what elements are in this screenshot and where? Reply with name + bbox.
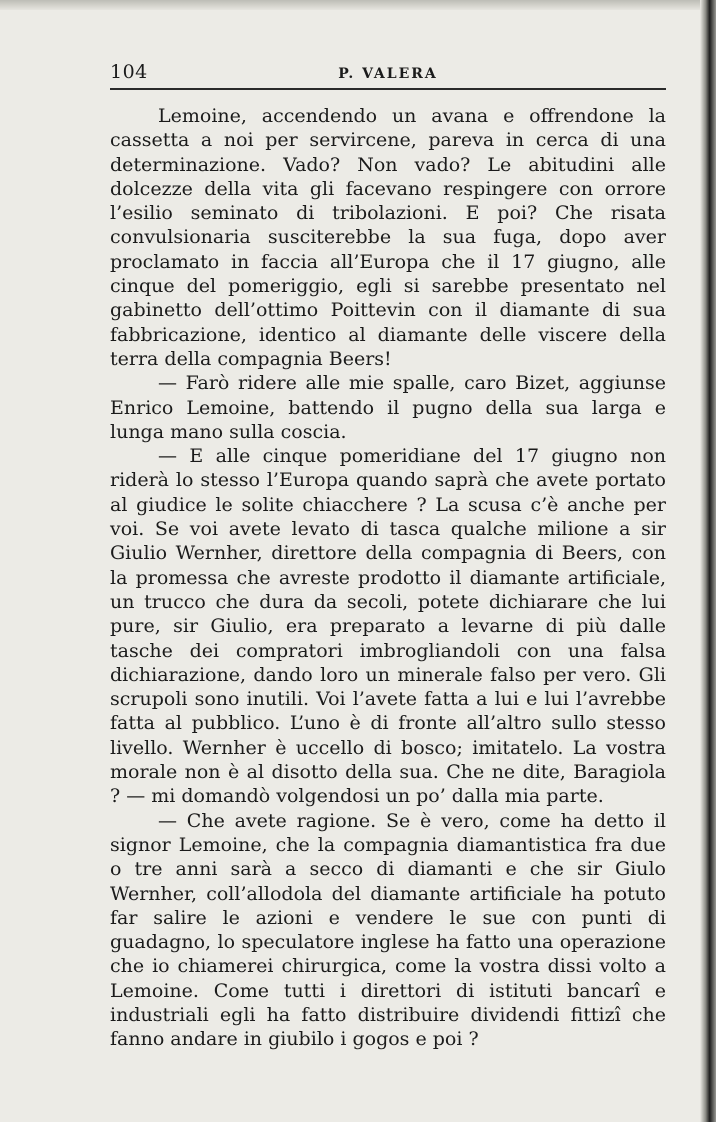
running-head: P. VALERA [338, 66, 438, 82]
body-text [110, 104, 666, 1052]
scan-top-edge [0, 0, 716, 10]
paragraph: — E alle cinque pomeridiane del 17 giugno non riderà lo stesso l’Europa quando saprà che avete portato al giudice le solite chiacchere ? La scusa c’è anche per voi. Se voi avete levato di tasca qualche milione a sir Giulio Wernher, direttore della compagnia di Beers, con la promessa che avreste prodotto il diamante artificiale, un trucco che dura da secoli, potete dichiarare che lui pure, sir Giulio, era preparato a levarne di più dalle tasche dei compratori imbrogliandoli con una falsa dichiarazione, dando loro un minerale falso per vero. Gli scrupoli sono inutili. Voi l’avete fatta a lui e lui l’avrebbe fatta al pubblico. L’uno è di fronte all’altro sullo stesso livello. Wernher è uccello di bosco; imitatelo. La vostra morale non è al disotto della sua. Che ne dite, Baragiola ? — mi domandò volgendosi un po’ dalla mia parte. [110, 445, 666, 808]
paragraph: — Farò ridere alle mie spalle, caro Bizet, aggiunse Enrico Lemoine, battendo il pugno della sua larga e lunga mano sulla coscia. [110, 372, 666, 443]
book-page [110, 58, 666, 1098]
page-header [110, 58, 666, 90]
paragraph: — Che avete ragione. Se è vero, come ha detto il signor Lemoine, che la compagnia diamantistica fra due o tre anni sarà a secco di diamanti e che sir Giulo Wernher, coll’allodola del diamante artificiale ha potuto far salire le azioni e vendere le sue con punti di guadagno, lo speculatore inglese ha fatto una operazione che io chiamerei chirurgica, come la vostra dissi volto a Lemoine. Come tutti i direttori di istituti bancarî e industriali egli ha fatto distribuire dividendi fittizî che fanno andare in giubilo i gogos e poi ? [110, 809, 666, 1051]
scan-binding-edge [700, 0, 716, 1122]
page-number: 104 [110, 61, 148, 83]
paragraph: Lemoine, accendendo un avana e offrendone la cassetta a noi per servircene, pareva in cerca di una determinazione. Vado? Non vado? Le abitudini alle dolcezze della vita gli facevano respingere con orrore l’esilio seminato di tribolazioni. E poi? Che risata convulsionaria susciterebbe la sua fuga, dopo aver proclamato in faccia all’Europa che il 17 giugno, alle cinque del pomeriggio, egli si sarebbe presentato nel gabinetto dell’ottimo Poittevin con il diamante di sua fabbricazione, identico al diamante delle viscere della terra della compagnia Beers! [110, 105, 666, 370]
